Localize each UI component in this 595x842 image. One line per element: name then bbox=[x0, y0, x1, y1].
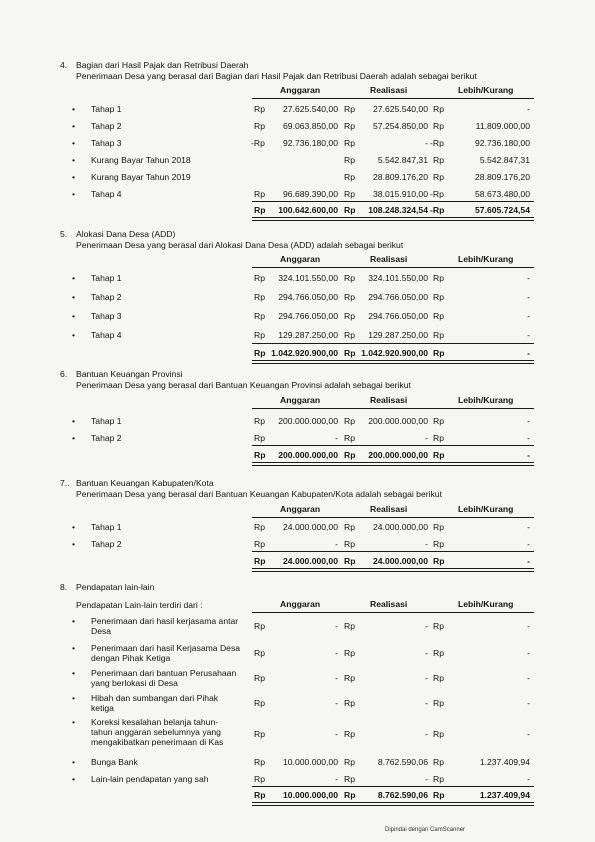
realisasi-value: 294.766.050,00 bbox=[368, 311, 428, 321]
total-row bbox=[0, 205, 595, 217]
total-double-rule bbox=[252, 568, 534, 572]
table-header bbox=[252, 395, 534, 407]
header-rule bbox=[252, 517, 534, 518]
anggaran-total: 24.000.000,00 bbox=[283, 556, 338, 566]
lebih-kurang-value: - bbox=[527, 621, 530, 631]
currency: Rp bbox=[344, 273, 355, 283]
row-label: Tahap 3 bbox=[91, 311, 122, 321]
table-row bbox=[0, 539, 595, 551]
currency: Rp bbox=[433, 698, 444, 708]
bullet: • bbox=[72, 643, 76, 653]
row-label: Tahap 1 bbox=[91, 273, 122, 283]
header-rule bbox=[252, 98, 534, 99]
bullet: • bbox=[72, 273, 76, 283]
currency: Rp bbox=[344, 330, 355, 340]
currency: Rp bbox=[433, 330, 444, 340]
anggaran-value: 96.689.390,00 bbox=[283, 189, 338, 199]
currency: Rp bbox=[254, 104, 265, 114]
table-row bbox=[0, 693, 595, 715]
section-intro: Pendapatan Lain-lain terdiri dari : bbox=[76, 600, 203, 610]
lebih-kurang-total: - bbox=[527, 450, 530, 460]
anggaran-value: - bbox=[335, 673, 338, 683]
table-header bbox=[252, 254, 534, 266]
currency: Rp bbox=[254, 774, 265, 784]
currency: Rp bbox=[344, 673, 355, 683]
table-row bbox=[0, 121, 595, 133]
section-number: 8. bbox=[60, 582, 68, 592]
bullet: • bbox=[72, 522, 76, 532]
currency: Rp bbox=[344, 621, 355, 631]
realisasi-value: 24.000.000,00 bbox=[373, 522, 428, 532]
table-row bbox=[0, 330, 595, 342]
bullet: • bbox=[72, 330, 76, 340]
header-lebih-kurang: Lebih/Kurang bbox=[458, 504, 514, 514]
section-number: 6. bbox=[60, 369, 68, 379]
currency: Rp bbox=[344, 729, 355, 739]
currency: Rp bbox=[433, 790, 445, 800]
currency: Rp bbox=[344, 433, 355, 443]
header-lebih-kurang: Lebih/Kurang bbox=[458, 395, 514, 405]
currency: Rp bbox=[254, 673, 265, 683]
row-label: Tahap 2 bbox=[91, 433, 122, 443]
realisasi-value: - bbox=[425, 433, 428, 443]
table-row bbox=[0, 104, 595, 116]
bullet: • bbox=[72, 416, 76, 426]
lebih-kurang-total: 57.605.724,54 bbox=[475, 205, 530, 215]
realisasi-value: - bbox=[425, 621, 428, 631]
lebih-kurang-value: 11.809.000,00 bbox=[475, 121, 530, 131]
lebih-kurang-total: - bbox=[527, 556, 530, 566]
currency: Rp bbox=[254, 556, 266, 566]
lebih-kurang-value: 58.673.480,00 bbox=[475, 189, 530, 199]
anggaran-value: 200.000.000,00 bbox=[278, 416, 338, 426]
realisasi-value: 5.542.847,31 bbox=[377, 155, 428, 165]
row-label: Tahap 1 bbox=[91, 522, 122, 532]
bullet: • bbox=[72, 433, 76, 443]
row-label: Tahap 2 bbox=[91, 292, 122, 302]
currency: -Rp bbox=[430, 189, 444, 199]
subtotal-rule bbox=[252, 445, 534, 446]
total-double-rule bbox=[252, 360, 534, 364]
currency: Rp bbox=[254, 348, 266, 358]
currency: Rp bbox=[433, 348, 445, 358]
row-label: Penerimaan dari hasil Kerjasama Desa dengan Pihak Ketiga bbox=[91, 643, 241, 663]
anggaran-value: - bbox=[335, 433, 338, 443]
currency: Rp bbox=[344, 774, 355, 784]
bullet: • bbox=[72, 189, 76, 199]
lebih-kurang-value: - bbox=[527, 648, 530, 658]
header-realisasi: Realisasi bbox=[370, 504, 408, 514]
lebih-kurang-value: - bbox=[527, 673, 530, 683]
section-intro: Penerimaan Desa yang berasal dari Bagian dari Hasil Pajak dan Retribusi Daerah adalah sebagai berikut bbox=[76, 71, 477, 81]
currency: Rp bbox=[254, 292, 265, 302]
currency: Rp bbox=[433, 522, 444, 532]
lebih-kurang-value: - bbox=[527, 311, 530, 321]
bullet: • bbox=[72, 311, 76, 321]
currency: Rp bbox=[433, 416, 444, 426]
row-label: Tahap 1 bbox=[91, 416, 122, 426]
currency: Rp bbox=[433, 556, 445, 566]
total-double-rule bbox=[252, 462, 534, 466]
lebih-kurang-value: 5.542.847,31 bbox=[479, 155, 530, 165]
currency: Rp bbox=[344, 189, 355, 199]
table-row bbox=[0, 433, 595, 445]
anggaran-value: 129.287.250,00 bbox=[278, 330, 338, 340]
bullet: • bbox=[72, 757, 76, 767]
currency: Rp bbox=[254, 698, 265, 708]
anggaran-value: - bbox=[335, 774, 338, 784]
header-anggaran: Anggaran bbox=[280, 254, 321, 264]
currency: Rp bbox=[344, 539, 355, 549]
realisasi-value: 27.625.540,00 bbox=[373, 104, 428, 114]
realisasi-value: - bbox=[425, 648, 428, 658]
lebih-kurang-value: - bbox=[527, 539, 530, 549]
lebih-kurang-value: - bbox=[527, 416, 530, 426]
anggaran-value: 294.766.050,00 bbox=[278, 292, 338, 302]
anggaran-value: 294.766.050,00 bbox=[278, 311, 338, 321]
table-row bbox=[0, 172, 595, 184]
row-label: Penerimaan dari bantuan Perusahaan yang berlokasi di Desa bbox=[91, 668, 237, 688]
currency: Rp bbox=[254, 416, 265, 426]
currency: -Rp bbox=[251, 138, 265, 148]
realisasi-value: - bbox=[425, 698, 428, 708]
anggaran-value: 24.000.000,00 bbox=[283, 522, 338, 532]
currency: Rp bbox=[433, 539, 444, 549]
section-number: 5. bbox=[60, 229, 68, 239]
section-number: 7.. bbox=[60, 478, 70, 488]
realisasi-total: 1.042.920.900,00 bbox=[361, 348, 428, 358]
anggaran-value: 324.101.550,00 bbox=[278, 273, 338, 283]
header-lebih-kurang: Lebih/Kurang bbox=[458, 85, 514, 95]
currency: Rp bbox=[433, 774, 444, 784]
header-anggaran: Anggaran bbox=[280, 599, 321, 609]
section-intro: Penerimaan Desa yang berasal dari Bantuan Keuangan Provinsi adalah sebagai berikut bbox=[76, 380, 411, 390]
row-label: Lain-lain pendapatan yang sah bbox=[91, 774, 209, 784]
total-row bbox=[0, 556, 595, 568]
lebih-kurang-value: - bbox=[527, 292, 530, 302]
currency: Rp bbox=[344, 155, 355, 165]
realisasi-value: - bbox=[425, 138, 428, 148]
total-row bbox=[0, 450, 595, 462]
section-title: Bagian dari Hasil Pajak dan Retribusi Daerah bbox=[76, 60, 249, 70]
bullet: • bbox=[72, 717, 76, 727]
subtotal-rule bbox=[252, 343, 534, 344]
bullet: • bbox=[72, 172, 76, 182]
currency: -Rp bbox=[430, 205, 445, 215]
currency: Rp bbox=[254, 330, 265, 340]
currency: Rp bbox=[433, 757, 444, 767]
currency: Rp bbox=[344, 416, 355, 426]
total-double-rule bbox=[252, 802, 534, 806]
table-row bbox=[0, 189, 595, 201]
currency: Rp bbox=[433, 621, 444, 631]
section-number: 4. bbox=[60, 60, 68, 70]
currency: Rp bbox=[433, 292, 444, 302]
total-row bbox=[0, 790, 595, 802]
bullet: • bbox=[72, 668, 76, 678]
header-realisasi: Realisasi bbox=[370, 599, 408, 609]
lebih-kurang-value: - bbox=[527, 698, 530, 708]
table-row bbox=[0, 155, 595, 167]
currency: -Rp bbox=[430, 138, 444, 148]
realisasi-total: 200.000.000,00 bbox=[368, 450, 428, 460]
currency: Rp bbox=[344, 172, 355, 182]
bullet: • bbox=[72, 292, 76, 302]
lebih-kurang-value: - bbox=[527, 774, 530, 784]
header-anggaran: Anggaran bbox=[280, 504, 321, 514]
bullet: • bbox=[72, 138, 76, 148]
table-row bbox=[0, 273, 595, 285]
realisasi-value: - bbox=[425, 729, 428, 739]
currency: Rp bbox=[344, 311, 355, 321]
anggaran-value: - bbox=[335, 539, 338, 549]
header-rule bbox=[252, 267, 534, 268]
currency: Rp bbox=[433, 155, 444, 165]
realisasi-value: 8.762.590,06 bbox=[377, 757, 428, 767]
header-anggaran: Anggaran bbox=[280, 85, 321, 95]
realisasi-value: 294.766.050,00 bbox=[368, 292, 428, 302]
table-row bbox=[0, 138, 595, 150]
realisasi-value: - bbox=[425, 673, 428, 683]
subtotal-rule bbox=[252, 201, 534, 202]
currency: Rp bbox=[433, 121, 444, 131]
bullet: • bbox=[72, 774, 76, 784]
currency: Rp bbox=[344, 450, 356, 460]
realisasi-value: - bbox=[425, 774, 428, 784]
total-double-rule bbox=[252, 217, 534, 221]
currency: Rp bbox=[344, 348, 356, 358]
currency: Rp bbox=[254, 189, 265, 199]
currency: Rp bbox=[344, 121, 355, 131]
realisasi-value: 324.101.550,00 bbox=[368, 273, 428, 283]
header-realisasi: Realisasi bbox=[370, 395, 408, 405]
anggaran-total: 200.000.000,00 bbox=[278, 450, 338, 460]
table-row bbox=[0, 757, 595, 769]
bullet: • bbox=[72, 121, 76, 131]
row-label: Tahap 4 bbox=[91, 330, 122, 340]
currency: Rp bbox=[433, 172, 444, 182]
currency: Rp bbox=[433, 450, 445, 460]
lebih-kurang-value: - bbox=[527, 273, 530, 283]
currency: Rp bbox=[344, 698, 355, 708]
table-header bbox=[252, 599, 534, 611]
header-realisasi: Realisasi bbox=[370, 85, 408, 95]
header-rule bbox=[252, 612, 534, 613]
header-rule bbox=[252, 408, 534, 409]
subtotal-rule bbox=[252, 786, 534, 787]
anggaran-value: 27.625.540,00 bbox=[283, 104, 338, 114]
currency: Rp bbox=[254, 273, 265, 283]
header-anggaran: Anggaran bbox=[280, 395, 321, 405]
subtotal-rule bbox=[252, 551, 534, 552]
section-title: Pendapatan lain-lain bbox=[76, 582, 155, 592]
row-label: Hibah dan sumbangan dari Pihak ketiga bbox=[91, 693, 219, 713]
anggaran-value: - bbox=[335, 621, 338, 631]
table-row bbox=[0, 643, 595, 665]
realisasi-value: 38.015.910,00 bbox=[373, 189, 428, 199]
bullet: • bbox=[72, 104, 76, 114]
total-row bbox=[0, 348, 595, 360]
row-label: Bunga Bank bbox=[91, 757, 138, 767]
row-label: Tahap 2 bbox=[91, 539, 122, 549]
lebih-kurang-total: - bbox=[527, 348, 530, 358]
section-intro: Penerimaan Desa yang berasal dari Bantuan Keuangan Kabupaten/Kota adalah sebagai berikut bbox=[76, 489, 442, 499]
currency: Rp bbox=[344, 104, 355, 114]
section-title: Alokasi Dana Desa (ADD) bbox=[76, 229, 176, 239]
currency: Rp bbox=[254, 450, 266, 460]
bullet: • bbox=[72, 155, 76, 165]
anggaran-value: 92.736.180,00 bbox=[283, 138, 338, 148]
row-label: Tahap 2 bbox=[91, 121, 122, 131]
currency: Rp bbox=[254, 539, 265, 549]
lebih-kurang-value: 1.237.409,94 bbox=[479, 757, 530, 767]
table-header bbox=[252, 85, 534, 97]
table-header bbox=[252, 504, 534, 516]
currency: Rp bbox=[254, 522, 265, 532]
table-row bbox=[0, 668, 595, 690]
currency: Rp bbox=[433, 273, 444, 283]
realisasi-value: 200.000.000,00 bbox=[368, 416, 428, 426]
table-row bbox=[0, 292, 595, 304]
lebih-kurang-value: - bbox=[527, 330, 530, 340]
currency: Rp bbox=[254, 121, 265, 131]
header-lebih-kurang: Lebih/Kurang bbox=[458, 254, 514, 264]
realisasi-value: 129.287.250,00 bbox=[368, 330, 428, 340]
lebih-kurang-value: 28.809.176,20 bbox=[475, 172, 530, 182]
currency: Rp bbox=[344, 138, 355, 148]
currency: Rp bbox=[254, 205, 266, 215]
currency: Rp bbox=[344, 757, 355, 767]
realisasi-total: 24.000.000,00 bbox=[373, 556, 428, 566]
lebih-kurang-value: - bbox=[527, 522, 530, 532]
anggaran-value: - bbox=[335, 648, 338, 658]
currency: Rp bbox=[254, 790, 266, 800]
header-realisasi: Realisasi bbox=[370, 254, 408, 264]
row-label: Kurang Bayar Tahun 2019 bbox=[91, 172, 191, 182]
currency: Rp bbox=[254, 757, 265, 767]
header-lebih-kurang: Lebih/Kurang bbox=[458, 599, 514, 609]
realisasi-total: 108.248.324,54 bbox=[368, 205, 428, 215]
row-label: Tahap 4 bbox=[91, 189, 122, 199]
currency: Rp bbox=[254, 433, 265, 443]
currency: Rp bbox=[254, 621, 265, 631]
anggaran-total: 100.642.600,00 bbox=[278, 205, 338, 215]
lebih-kurang-value: - bbox=[527, 104, 530, 114]
currency: Rp bbox=[344, 292, 355, 302]
lebih-kurang-value: - bbox=[527, 433, 530, 443]
realisasi-value: 57.254.850,00 bbox=[373, 121, 428, 131]
bullet: • bbox=[72, 693, 76, 703]
lebih-kurang-value: - bbox=[527, 729, 530, 739]
scanner-watermark: Dipindai dengan CamScanner bbox=[385, 827, 466, 833]
currency: Rp bbox=[433, 311, 444, 321]
row-label: Koreksi kesalahan belanja tahun-tahun anggaran sebelumnya yang mengakibatkan penerimaan di Kas bbox=[91, 717, 224, 747]
currency: Rp bbox=[433, 433, 444, 443]
currency: Rp bbox=[433, 104, 444, 114]
currency: Rp bbox=[433, 648, 444, 658]
currency: Rp bbox=[344, 648, 355, 658]
row-label: Tahap 1 bbox=[91, 104, 122, 114]
table-row bbox=[0, 616, 595, 638]
table-row bbox=[0, 311, 595, 323]
realisasi-total: 8.762.590,06 bbox=[377, 790, 428, 800]
section-title: Bantuan Keuangan Kabupaten/Kota bbox=[76, 478, 214, 488]
anggaran-value: - bbox=[335, 698, 338, 708]
row-label: Tahap 3 bbox=[91, 138, 122, 148]
table-row bbox=[0, 416, 595, 428]
realisasi-value: 28.809.176,20 bbox=[373, 172, 428, 182]
bullet: • bbox=[72, 616, 76, 626]
section-intro: Penerimaan Desa yang berasal dari Alokasi Dana Desa (ADD) adalah sebagai berikut bbox=[76, 240, 404, 250]
anggaran-value: 10.000.000,00 bbox=[283, 757, 338, 767]
currency: Rp bbox=[344, 522, 355, 532]
currency: Rp bbox=[254, 648, 265, 658]
table-row bbox=[0, 717, 595, 751]
row-label: Kurang Bayar Tahun 2018 bbox=[91, 155, 191, 165]
anggaran-value: 69.063.850,00 bbox=[283, 121, 338, 131]
lebih-kurang-value: 92.736.180,00 bbox=[475, 138, 530, 148]
anggaran-value: - bbox=[335, 729, 338, 739]
bullet: • bbox=[72, 539, 76, 549]
lebih-kurang-total: 1.237.409,94 bbox=[479, 790, 530, 800]
currency: Rp bbox=[433, 729, 444, 739]
currency: Rp bbox=[344, 556, 356, 566]
table-row bbox=[0, 522, 595, 534]
section-title: Bantuan Keuangan Provinsi bbox=[76, 369, 183, 379]
anggaran-total: 1.042.920.900,00 bbox=[271, 348, 338, 358]
currency: Rp bbox=[344, 205, 356, 215]
currency: Rp bbox=[344, 790, 356, 800]
currency: Rp bbox=[254, 729, 265, 739]
row-label: Penerimaan dari hasil kerjasama antar Desa bbox=[91, 616, 239, 636]
table-row bbox=[0, 774, 595, 786]
currency: Rp bbox=[433, 673, 444, 683]
anggaran-total: 10.000.000,00 bbox=[283, 790, 338, 800]
currency: Rp bbox=[254, 311, 265, 321]
realisasi-value: - bbox=[425, 539, 428, 549]
